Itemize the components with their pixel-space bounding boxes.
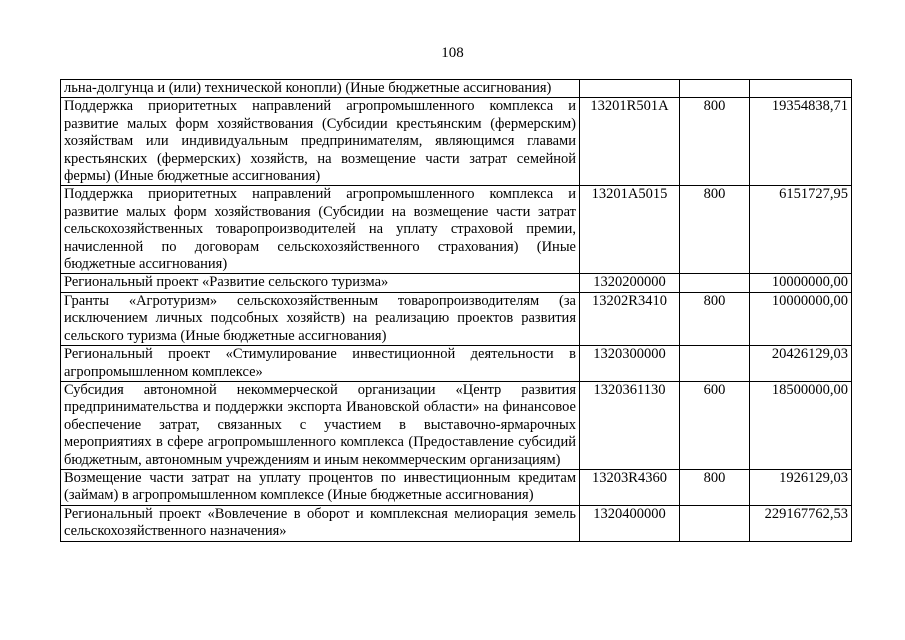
table-row (61, 80, 852, 98)
row-type-cell: 800 (680, 292, 750, 345)
table-row (61, 505, 852, 541)
row-amount-cell: 19354838,71 (750, 98, 852, 186)
row-type-cell (680, 80, 750, 98)
row-code-cell: 13201R501A (580, 98, 680, 186)
row-name-cell: Региональный проект «Развитие сельского туризма» (61, 274, 580, 292)
row-type-cell: 800 (680, 98, 750, 186)
row-code-cell: 13201A5015 (580, 186, 680, 274)
row-code-cell: 1320200000 (580, 274, 680, 292)
row-type-cell (680, 505, 750, 541)
row-name-cell: Поддержка приоритетных направлений агропромышленного комплекса и развитие малых форм хозяйствования (Субсидии на возмещение части затрат сельскохозяйственных товаропроизводителей на уплату страховой премии, начисленной по договорам сельскохозяйственного страхования) (Иные бюджетные ассигнования) (61, 186, 580, 274)
row-type-cell: 800 (680, 186, 750, 274)
row-amount-cell: 1926129,03 (750, 469, 852, 505)
row-name-cell: льна-долгунца и (или) технической конопли) (Иные бюджетные ассигнования) (61, 80, 580, 98)
row-code-cell: 13202R3410 (580, 292, 680, 345)
row-amount-cell: 10000000,00 (750, 274, 852, 292)
row-name-cell: Региональный проект «Стимулирование инвестиционной деятельности в агропромышленном комплексе» (61, 346, 580, 382)
row-name-cell: Гранты «Агротуризм» сельскохозяйственным товаропроизводителям (за исключением личных подсобных хозяйств) на реализацию проектов развития сельского туризма (Иные бюджетные ассигнования) (61, 292, 580, 345)
table-row (61, 98, 852, 186)
table-row (61, 346, 852, 382)
row-amount-cell: 10000000,00 (750, 292, 852, 345)
row-amount-cell: 18500000,00 (750, 381, 852, 469)
row-type-cell (680, 274, 750, 292)
table-row (61, 274, 852, 292)
row-code-cell: 1320361130 (580, 381, 680, 469)
row-amount-cell: 229167762,53 (750, 505, 852, 541)
budget-table (60, 79, 852, 542)
table-row (61, 469, 852, 505)
row-amount-cell: 6151727,95 (750, 186, 852, 274)
row-code-cell: 1320300000 (580, 346, 680, 382)
row-name-cell: Возмещение части затрат на уплату процентов по инвестиционным кредитам (займам) в агропромышленном комплексе (Иные бюджетные ассигнования) (61, 469, 580, 505)
row-code-cell (580, 80, 680, 98)
row-amount-cell: 20426129,03 (750, 346, 852, 382)
row-code-cell: 1320400000 (580, 505, 680, 541)
table-row (61, 186, 852, 274)
page-number: 108 (441, 45, 464, 61)
row-amount-cell (750, 80, 852, 98)
row-type-cell: 600 (680, 381, 750, 469)
row-name-cell: Поддержка приоритетных направлений агропромышленного комплекса и развитие малых форм хозяйствования (Субсидии крестьянским (фермерским) хозяйствам или индивидуальным предпринимателям, являющимся главами крестьянских (фермерских) хозяйств, на возмещение части затрат семейной фермы) (Иные бюджетные ассигнования) (61, 98, 580, 186)
row-type-cell (680, 346, 750, 382)
table-row (61, 381, 852, 469)
table-row (61, 292, 852, 345)
row-name-cell: Субсидия автономной некоммерческой организации «Центр развития предпринимательства и поддержки экспорта Ивановской области» на финансовое обеспечение затрат, связанных с участием в выставочно-ярмарочных мероприятиях в сфере агропромышленного комплекса (Предоставление субсидий бюджетным, автономным учреждениям и иным некоммерческим организациям) (61, 381, 580, 469)
row-code-cell: 13203R4360 (580, 469, 680, 505)
row-type-cell: 800 (680, 469, 750, 505)
row-name-cell: Региональный проект «Вовлечение в оборот и комплексная мелиорация земель сельскохозяйственного назначения» (61, 505, 580, 541)
